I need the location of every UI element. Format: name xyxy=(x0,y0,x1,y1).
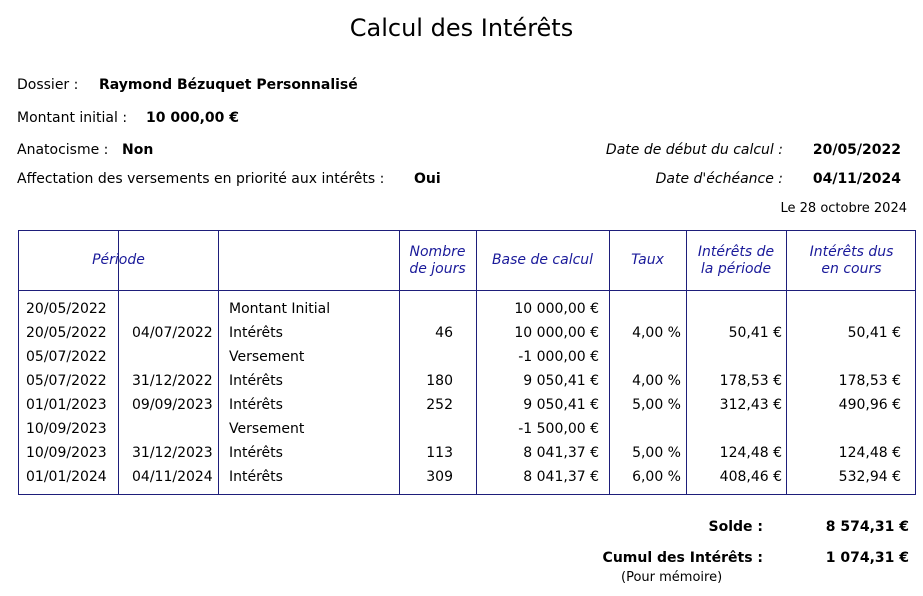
cumul-interets-label: Cumul des Intérêts : xyxy=(602,550,763,566)
cell-interest: 408,46 € xyxy=(719,469,782,485)
cell-cumul: 124,48 € xyxy=(838,445,901,461)
solde-value: 8 574,31 € xyxy=(825,519,909,535)
cell-start-date: 20/05/2022 xyxy=(26,325,107,341)
cell-end-date: 09/09/2023 xyxy=(132,397,213,413)
montant-label: Montant initial : xyxy=(17,110,128,126)
cell-label: Intérêts xyxy=(229,397,283,413)
cell-base: 9 050,41 € xyxy=(523,397,599,413)
cell-label: Versement xyxy=(229,349,305,365)
table-row xyxy=(19,393,915,417)
cell-start-date: 05/07/2022 xyxy=(26,373,107,389)
table-row xyxy=(19,417,915,441)
cell-rate: 4,00 % xyxy=(632,325,681,341)
cell-start-date: 01/01/2024 xyxy=(26,469,107,485)
cell-base: 10 000,00 € xyxy=(514,301,599,317)
cell-base: 9 050,41 € xyxy=(523,373,599,389)
cell-rate: 5,00 % xyxy=(632,397,681,413)
cell-days: 46 xyxy=(435,325,453,341)
cell-label: Intérêts xyxy=(229,373,283,389)
cell-start-date: 10/09/2023 xyxy=(26,445,107,461)
table-row xyxy=(19,465,915,489)
cell-base: 8 041,37 € xyxy=(523,469,599,485)
date-debut-label: Date de début du calcul : xyxy=(605,142,783,158)
table-row xyxy=(19,345,915,369)
header-periode: Période xyxy=(92,252,145,268)
cell-interest: 50,41 € xyxy=(728,325,782,341)
cell-end-date: 04/11/2024 xyxy=(132,469,213,485)
cell-base: -1 500,00 € xyxy=(518,421,599,437)
anatocisme-label: Anatocisme : xyxy=(17,142,109,158)
cell-start-date: 05/07/2022 xyxy=(26,349,107,365)
cell-label: Versement xyxy=(229,421,305,437)
cell-cumul: 178,53 € xyxy=(838,373,901,389)
cell-rate: 6,00 % xyxy=(632,469,681,485)
cell-days: 309 xyxy=(426,469,453,485)
cell-interest: 124,48 € xyxy=(719,445,782,461)
cell-label: Intérêts xyxy=(229,445,283,461)
table-row xyxy=(19,321,915,345)
dossier-value: Raymond Bézuquet Personnalisé xyxy=(99,77,358,93)
dossier-label: Dossier : xyxy=(17,77,79,93)
cell-days: 113 xyxy=(426,445,453,461)
table-row xyxy=(19,369,915,393)
cell-base: 10 000,00 € xyxy=(514,325,599,341)
affectation-label: Affectation des versements en priorité aux intérêts : xyxy=(17,171,385,187)
cell-interest: 178,53 € xyxy=(719,373,782,389)
cell-end-date: 31/12/2022 xyxy=(132,373,213,389)
cell-days: 252 xyxy=(426,397,453,413)
cell-interest: 312,43 € xyxy=(719,397,782,413)
header-base-calcul: Base de calcul xyxy=(491,252,594,268)
cell-cumul: 532,94 € xyxy=(838,469,901,485)
table-row xyxy=(19,441,915,465)
cell-base: -1 000,00 € xyxy=(518,349,599,365)
cell-days: 180 xyxy=(426,373,453,389)
document-date: Le 28 octobre 2024 xyxy=(780,201,907,216)
cell-rate: 4,00 % xyxy=(632,373,681,389)
cell-start-date: 01/01/2023 xyxy=(26,397,107,413)
cell-base: 8 041,37 € xyxy=(523,445,599,461)
table-row xyxy=(19,297,915,321)
page-title: Calcul des Intérêts xyxy=(349,14,574,42)
cell-start-date: 20/05/2022 xyxy=(26,301,107,317)
date-echeance-label: Date d'échéance : xyxy=(655,171,783,187)
cell-rate: 5,00 % xyxy=(632,445,681,461)
cell-cumul: 50,41 € xyxy=(847,325,901,341)
cell-end-date: 04/07/2022 xyxy=(132,325,213,341)
affectation-value: Oui xyxy=(414,171,441,187)
cell-label: Montant Initial xyxy=(229,301,331,317)
date-debut-value: 20/05/2022 xyxy=(812,142,901,158)
montant-value: 10 000,00 € xyxy=(146,110,239,126)
header-interets-dus: Intérêts dus en cours xyxy=(809,243,894,277)
header-nombre-jours: Nombre de jours xyxy=(409,243,466,277)
cumul-interets-value: 1 074,31 € xyxy=(825,550,909,566)
cell-cumul: 490,96 € xyxy=(838,397,901,413)
header-taux: Taux xyxy=(631,252,664,268)
pour-memoire-note: (Pour mémoire) xyxy=(621,570,723,585)
interest-table xyxy=(18,230,916,495)
anatocisme-value: Non xyxy=(122,142,154,158)
header-interets-periode: Intérêts de la période xyxy=(697,243,775,277)
solde-label: Solde : xyxy=(708,519,763,535)
cell-label: Intérêts xyxy=(229,325,283,341)
cell-label: Intérêts xyxy=(229,469,283,485)
cell-start-date: 10/09/2023 xyxy=(26,421,107,437)
cell-end-date: 31/12/2023 xyxy=(132,445,213,461)
date-echeance-value: 04/11/2024 xyxy=(812,171,901,187)
